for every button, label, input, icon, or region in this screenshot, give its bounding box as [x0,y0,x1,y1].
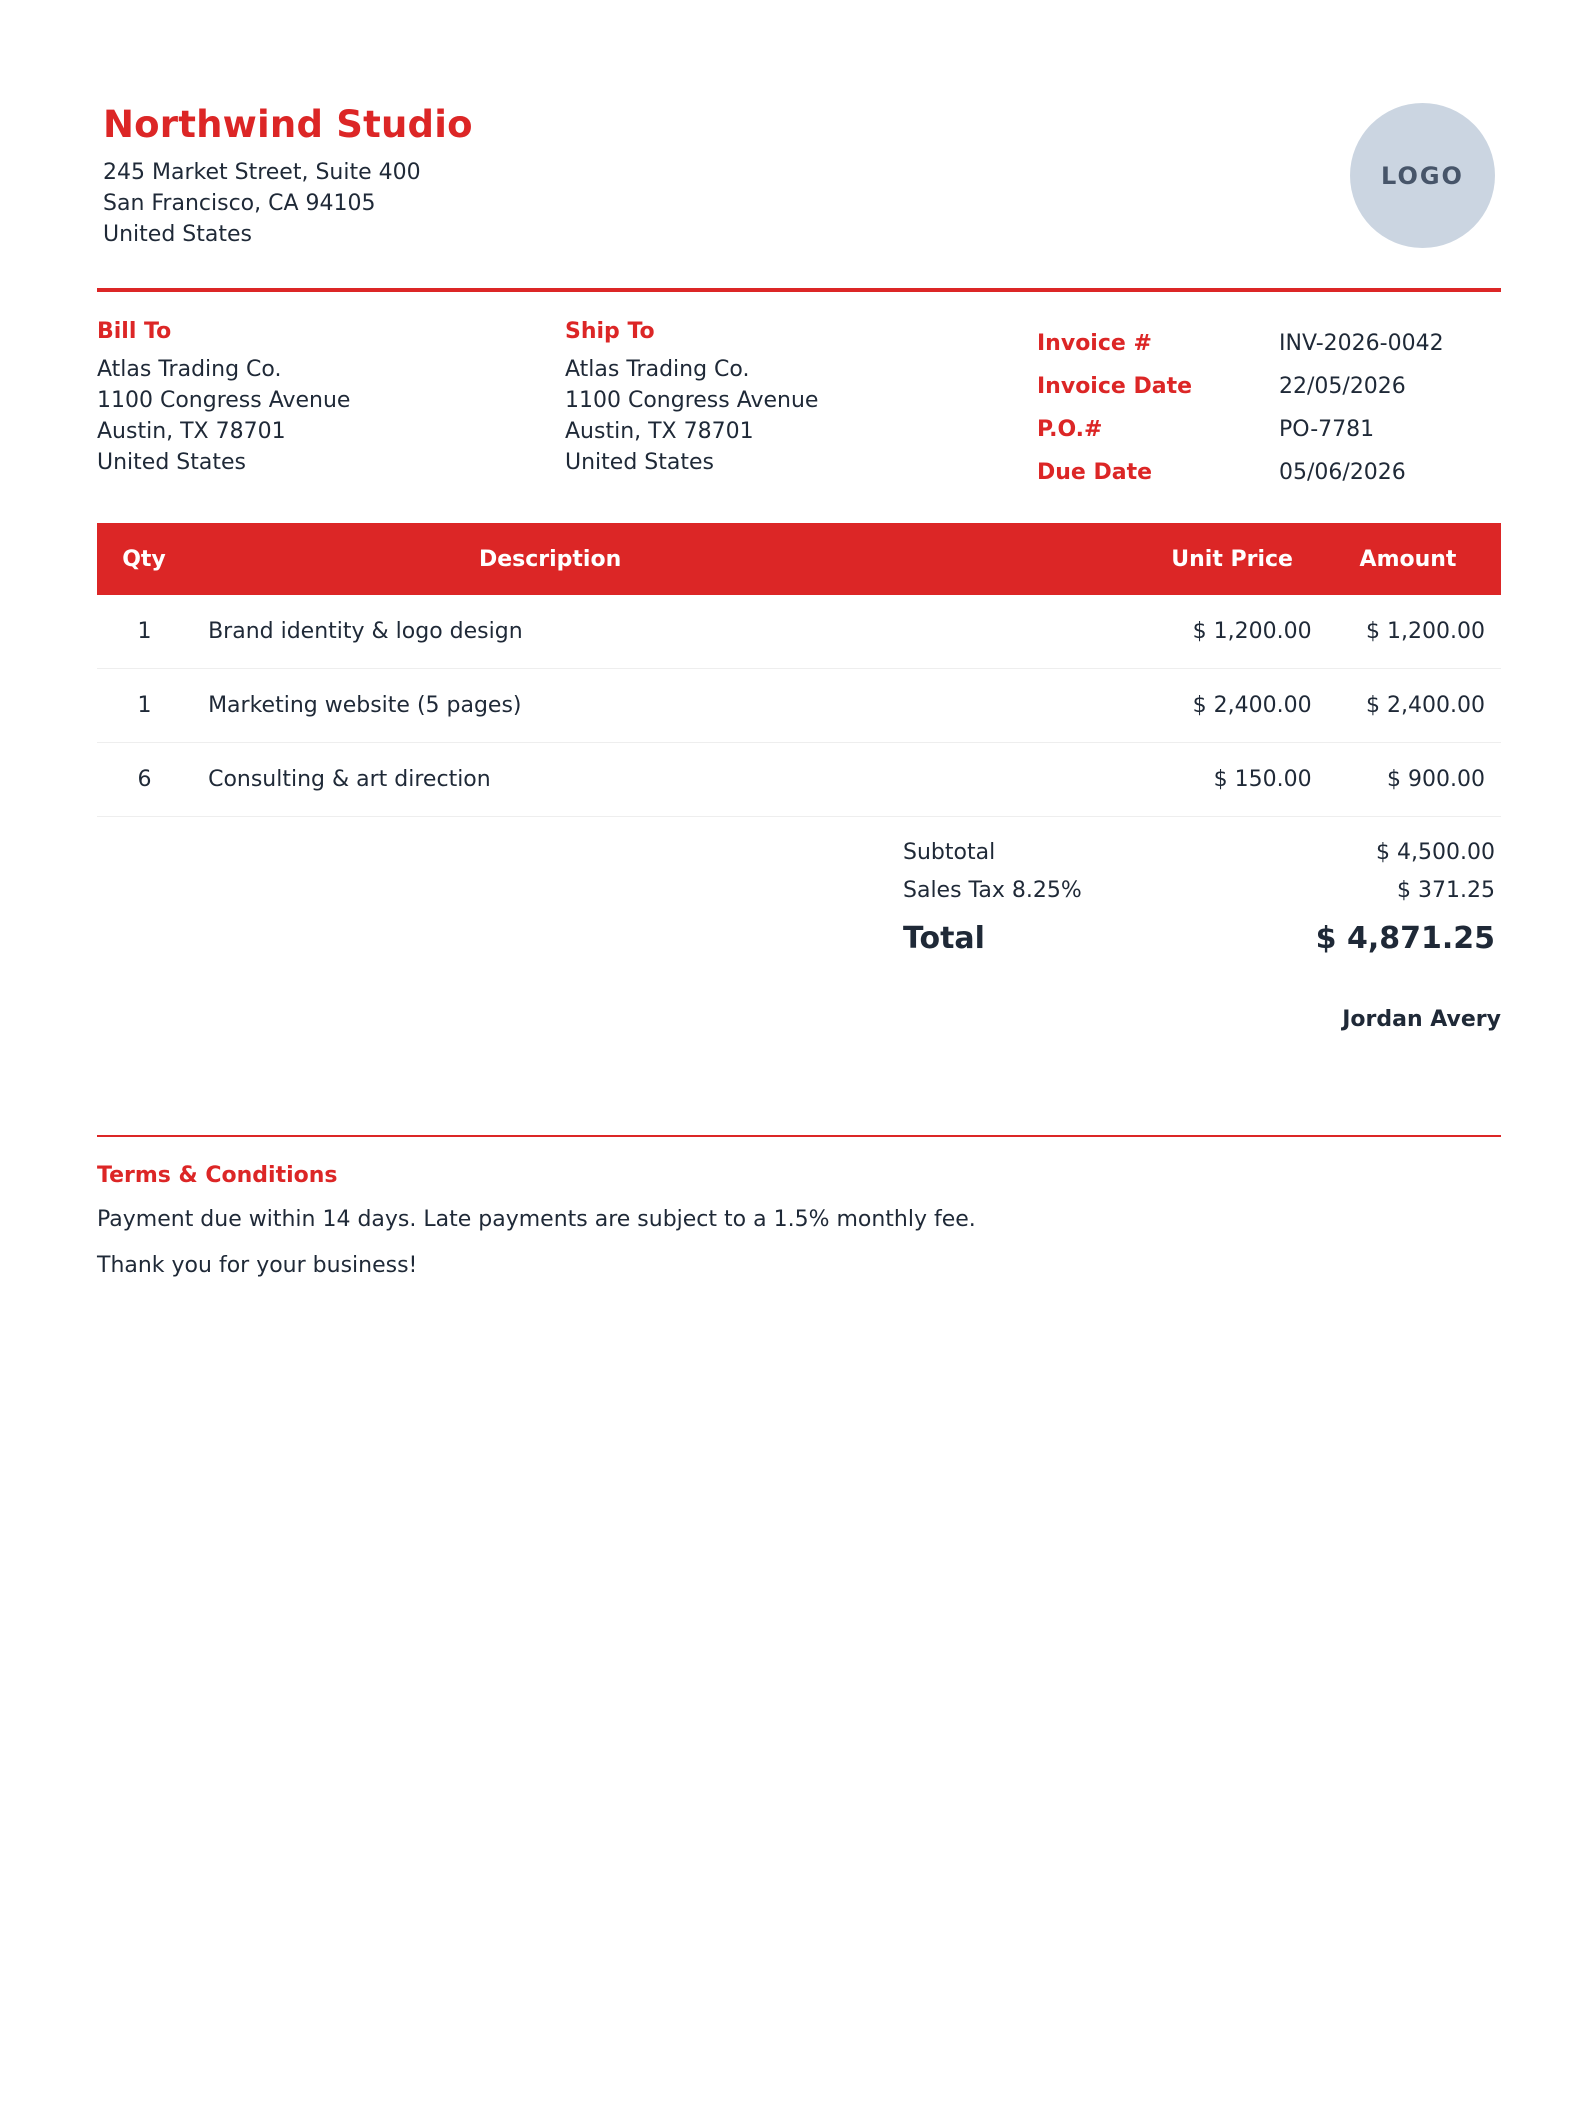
signer-name: Jordan Avery [1342,1007,1501,1032]
invoice-meta [1037,322,1444,494]
tax-label: Sales Tax 8.25% [903,877,1082,903]
bill-to-line: Austin, TX 78701 [97,419,286,444]
subtotal-label: Subtotal [903,839,996,865]
row-amount: $ 2,400.00 [1366,693,1485,718]
total-value: $ 4,871.25 [1315,920,1495,956]
po-value: PO-7781 [1279,417,1375,442]
invoice-date-label: Invoice Date [1037,374,1193,399]
bill-to-name: Atlas Trading Co. [97,357,282,382]
company-address-line: 245 Market Street, Suite 400 [103,160,421,185]
logo-text: LOGO [1381,161,1464,190]
company-address [103,157,421,250]
meta-row-po [1037,408,1444,451]
total-row [903,915,1495,961]
totals-block [903,833,1495,961]
logo-placeholder [1350,103,1495,248]
table-row [97,669,1501,743]
meta-row-invoice-number [1037,322,1444,365]
row-qty: 1 [137,693,152,718]
terms-title: Terms & Conditions [97,1163,338,1188]
row-qty: 6 [137,767,152,792]
footer-divider [97,1135,1501,1137]
row-unit-price: $ 150.00 [1213,767,1312,792]
invoice-date-value: 22/05/2026 [1279,374,1406,399]
row-amount: $ 900.00 [1387,767,1485,792]
ship-to-name: Atlas Trading Co. [565,357,750,382]
row-unit-price: $ 1,200.00 [1192,619,1312,644]
tax-value: $ 371.25 [1397,877,1495,903]
terms-text: Payment due within 14 days. Late payments are subject to a 1.5% monthly fee. [97,1207,976,1232]
ship-to-line: 1100 Congress Avenue [565,388,819,413]
header-description: Description [478,546,622,572]
row-unit-price: $ 2,400.00 [1192,693,1312,718]
header-amount: Amount [1359,546,1457,572]
subtotal-value: $ 4,500.00 [1376,839,1495,865]
company-name: Northwind Studio [103,103,473,146]
invoice-number-label: Invoice # [1037,331,1152,356]
ship-to-line: Austin, TX 78701 [565,419,754,444]
subtotal-row [903,833,1495,871]
po-label: P.O.# [1037,417,1103,442]
company-address-line: San Francisco, CA 94105 [103,191,376,216]
due-date-value: 05/06/2026 [1279,460,1406,485]
table-header [97,523,1501,595]
row-description: Marketing website (5 pages) [208,693,522,718]
header-divider [97,288,1501,292]
table-row [97,743,1501,817]
header-qty: Qty [122,546,166,572]
total-label: Total [903,920,985,956]
bill-to-block [97,316,350,478]
ship-to-block [565,316,818,478]
table-row [97,595,1501,669]
ship-to-title: Ship To [565,319,655,344]
row-description: Brand identity & logo design [208,619,523,644]
header-unit-price: Unit Price [1171,546,1293,572]
invoice-number-value: INV-2026-0042 [1279,331,1444,356]
bill-to-line: 1100 Congress Avenue [97,388,351,413]
meta-row-invoice-date [1037,365,1444,408]
line-items-table [97,523,1501,817]
tax-row [903,871,1495,909]
company-address-line: United States [103,222,252,247]
row-description: Consulting & art direction [208,767,491,792]
due-date-label: Due Date [1037,460,1153,485]
meta-row-due-date [1037,451,1444,494]
ship-to-line: United States [565,450,714,475]
thanks-text: Thank you for your business! [97,1253,418,1278]
bill-to-title: Bill To [97,319,172,344]
row-qty: 1 [137,619,152,644]
bill-to-line: United States [97,450,246,475]
row-amount: $ 1,200.00 [1366,619,1485,644]
